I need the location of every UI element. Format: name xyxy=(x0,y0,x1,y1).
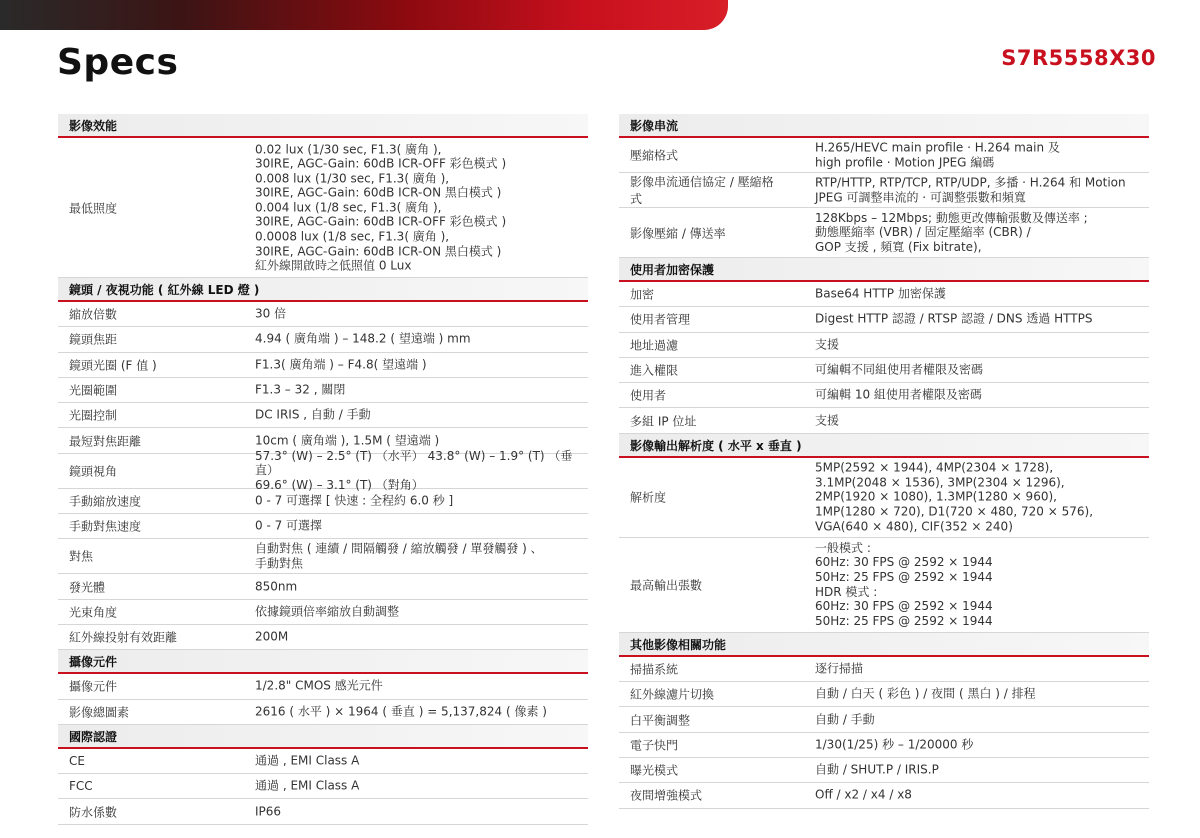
spec-value: 0.02 lux (1/30 sec, F1.3( 廣角 ), 30IRE, AGC-Gain: 60dB ICR-OFF 彩色模式 ) 0.008 lux (1/30 sec, F1.3( 廣角 ), 30IRE, AGC-Gain: 60dB ICR-ON 黑白模式 ) 0.004 lux (1/8 sec, F1.3( 廣角 ), 30IRE, AGC-Gain: 60dB ICR-OFF 彩色模式 ) 0.0008 lux (1/8 sec, F1.3( 廣角 ), 30IRE, AGC-Gain: 60dB ICR-ON 黑白模式 ) 紅外線開啟時之低照值 0 Lux xyxy=(255,141,507,273)
spec-row xyxy=(58,448,588,493)
spec-row xyxy=(58,700,588,725)
spec-value: 逐行掃描 xyxy=(815,661,864,676)
spec-row xyxy=(619,173,1149,208)
spec-row xyxy=(619,538,1149,633)
spec-label: 縮放倍數 xyxy=(69,307,118,322)
spec-label: 影像壓縮 / 傳送率 xyxy=(630,226,726,240)
spec-label: 壓縮格式 xyxy=(630,148,679,163)
spec-label: 夜間增強模式 xyxy=(630,788,703,803)
spec-value: 自動對焦 ( 連續 / 間隔觸發 / 縮放觸發 / 單發觸發 ) 、 手動對焦 xyxy=(255,541,543,571)
spec-value: 0 - 7 可選擇 [ 快速 : 全程約 6.0 秒 ] xyxy=(255,493,454,508)
spec-label: 鏡頭焦距 xyxy=(69,332,118,347)
model-number: S7R5558X30 xyxy=(1001,46,1156,70)
section-title: 其他影像相關功能 xyxy=(630,637,727,652)
section-header xyxy=(58,278,588,302)
spec-value: 通過 , EMI Class A xyxy=(255,779,360,793)
section-header xyxy=(58,114,588,138)
section-title: 攝像元件 xyxy=(69,655,118,670)
spec-label: 影像串流通信協定 / 壓縮格 式 xyxy=(630,175,774,206)
section-header xyxy=(619,434,1149,458)
spec-label: 鏡頭視角 xyxy=(69,464,118,479)
spec-row xyxy=(619,682,1149,707)
spec-value: 2616 ( 水平 ) × 1964 ( 垂直 ) = 5,137,824 ( 像素 ) xyxy=(255,704,547,719)
spec-row xyxy=(58,403,588,428)
spec-label: 攝像元件 xyxy=(69,679,118,694)
spec-label: 進入權限 xyxy=(630,363,679,378)
spec-value: 4.94 ( 廣角端 ) – 148.2 ( 望遠端 ) mm xyxy=(255,332,471,347)
spec-row xyxy=(58,378,588,403)
spec-label: 白平衡調整 xyxy=(630,713,691,728)
spec-label: 光圈控制 xyxy=(69,408,118,423)
spec-row xyxy=(619,707,1149,732)
spec-value: 850nm xyxy=(255,579,298,594)
section-title: 使用者加密保護 xyxy=(630,263,715,277)
spec-column-left xyxy=(58,114,588,825)
section-title: 鏡頭 / 夜視功能 ( 紅外線 LED 燈 ) xyxy=(69,283,260,297)
spec-row xyxy=(58,574,588,599)
spec-value: 可編輯 10 組使用者權限及密碼 xyxy=(815,388,982,403)
section-title: 影像效能 xyxy=(69,119,118,133)
spec-row xyxy=(58,514,588,539)
spec-value: 57.3° (W) – 2.5° (T) （水平） 43.8° (W) – 1.9° (T) （垂直） 69.6° (W) – 3.1° (T) （對角） xyxy=(255,448,573,493)
spec-label: 手動對焦速度 xyxy=(69,519,142,534)
spec-label: 光束角度 xyxy=(69,605,118,620)
spec-row xyxy=(58,600,588,625)
spec-value: IP66 xyxy=(255,804,282,819)
spec-row xyxy=(58,489,588,514)
spec-label: 解析度 xyxy=(630,490,667,505)
spec-row xyxy=(619,307,1149,332)
spec-value: 可編輯不同組使用者權限及密碼 xyxy=(815,362,984,377)
spec-label: 光圈範圍 xyxy=(69,383,118,398)
section-header xyxy=(619,114,1149,138)
spec-label: 最低照度 xyxy=(69,201,118,215)
spec-value: 支援 xyxy=(815,413,840,428)
spec-label: 地址過濾 xyxy=(630,338,679,353)
spec-value: 30 倍 xyxy=(255,306,287,321)
spec-row xyxy=(619,282,1149,307)
spec-label: 紅外線投射有效距離 xyxy=(69,630,178,645)
spec-label: 發光體 xyxy=(69,580,106,595)
spec-value: 0 - 7 可選擇 xyxy=(255,518,323,533)
spec-label: 使用者 xyxy=(630,388,667,403)
spec-value: 自動 / 手動 xyxy=(815,712,875,727)
spec-row xyxy=(58,138,588,278)
spec-label: 最短對焦距離 xyxy=(69,434,142,449)
spec-value: DC IRIS , 自動 / 手動 xyxy=(255,408,371,423)
spec-row xyxy=(58,302,588,327)
spec-value: F1.3( 廣角端 ) – F4.8( 望遠端 ) xyxy=(255,357,427,372)
section-header xyxy=(58,650,588,674)
spec-label: 加密 xyxy=(630,287,655,302)
spec-value: 200M xyxy=(255,629,289,644)
section-header xyxy=(619,258,1149,282)
spec-row xyxy=(58,799,588,824)
spec-value: Base64 HTTP 加密保護 xyxy=(815,286,946,301)
section-header xyxy=(619,633,1149,657)
spec-value: 128Kbps – 12Mbps; 動態更改傳輸張數及傳送率 ; 動態壓縮率 (VBR) / 固定壓縮率 (CBR) / GOP 支援 , 頻寬 (Fix bitrate), xyxy=(815,210,1088,254)
spec-label: 紅外線濾片切換 xyxy=(630,687,715,702)
spec-row xyxy=(58,539,588,574)
spec-row xyxy=(58,625,588,650)
spec-label: 電子快門 xyxy=(630,738,679,753)
spec-label: 使用者管理 xyxy=(630,312,691,327)
page-title: Specs xyxy=(57,42,179,83)
section-title: 影像輸出解析度 ( 水平 x 垂直 ) xyxy=(630,438,802,453)
spec-label: CE xyxy=(69,754,85,768)
spec-row xyxy=(619,333,1149,358)
spec-label: 對焦 xyxy=(69,549,94,564)
spec-row xyxy=(619,733,1149,758)
spec-row xyxy=(619,358,1149,383)
spec-value: H.265/HEVC main profile · H.264 main 及 high profile · Motion JPEG 編碼 xyxy=(815,140,1060,169)
spec-row xyxy=(58,327,588,352)
spec-label: 防水係數 xyxy=(69,805,118,820)
spec-label: 手動縮放速度 xyxy=(69,494,142,509)
spec-value: 依據鏡頭倍率縮放自動調整 xyxy=(255,604,400,619)
spec-row xyxy=(619,383,1149,408)
spec-value: 自動 / SHUT.P / IRIS.P xyxy=(815,762,939,777)
spec-label: FCC xyxy=(69,779,93,794)
spec-value: RTP/HTTP, RTP/TCP, RTP/UDP, 多播 · H.264 和 Motion JPEG 可調整串流的 · 可調整張數和頻寬 xyxy=(815,175,1126,204)
section-header xyxy=(58,725,588,749)
spec-row xyxy=(58,353,588,378)
spec-label: 最高輸出張數 xyxy=(630,578,703,593)
spec-row xyxy=(619,138,1149,173)
spec-value: Digest HTTP 認證 / RTSP 認證 / DNS 透過 HTTPS xyxy=(815,312,1093,327)
spec-label: 多組 IP 位址 xyxy=(630,414,697,429)
spec-row xyxy=(58,774,588,799)
section-title: 影像串流 xyxy=(630,119,679,133)
spec-row xyxy=(619,408,1149,433)
spec-row xyxy=(58,749,588,774)
spec-row xyxy=(619,758,1149,783)
spec-row xyxy=(619,657,1149,682)
spec-value: 5MP(2592 × 1944), 4MP(2304 × 1728), 3.1MP(2048 × 1536), 3MP(2304 × 1296), 2MP(1920 × 1080), 1.3MP(1280 × 960), 1MP(1280 × 720), D1(720 × 480, 720 × 576), VGA(640 × 480), CIF(352 × 240) xyxy=(815,460,1094,534)
spec-value: F1.3 – 32 , 關閉 xyxy=(255,382,346,397)
spec-value: 1/2.8" CMOS 感光元件 xyxy=(255,679,383,694)
spec-row xyxy=(619,783,1149,808)
spec-value: 通過 , EMI Class A xyxy=(255,753,360,768)
spec-label: 鏡頭光圈 (F 值 ) xyxy=(69,358,157,373)
spec-row xyxy=(58,674,588,699)
spec-value: 自動 / 白天 ( 彩色 ) / 夜間 ( 黑白 ) / 排程 xyxy=(815,686,1036,701)
spec-value: 10cm ( 廣角端 ), 1.5M ( 望遠端 ) xyxy=(255,433,440,448)
spec-label: 曝光模式 xyxy=(630,763,679,778)
top-banner xyxy=(0,0,728,30)
spec-row xyxy=(619,208,1149,258)
section-title: 國際認證 xyxy=(69,729,118,744)
spec-value: 支援 xyxy=(815,337,840,352)
spec-value: 一般模式 : 60Hz: 30 FPS @ 2592 × 1944 50Hz: 25 FPS @ 2592 × 1944 HDR 模式 : 60Hz: 30 FPS @ 2592 × 1944 50Hz: 25 FPS @ 2592 × 1944 xyxy=(815,541,993,628)
spec-label: 影像總圖素 xyxy=(69,705,130,720)
spec-value: Off / x2 / x4 / x8 xyxy=(815,788,912,803)
spec-label: 掃描系統 xyxy=(630,662,679,677)
spec-column-right xyxy=(619,114,1149,809)
spec-value: 1/30(1/25) 秒 – 1/20000 秒 xyxy=(815,737,974,752)
spec-row xyxy=(619,458,1149,538)
